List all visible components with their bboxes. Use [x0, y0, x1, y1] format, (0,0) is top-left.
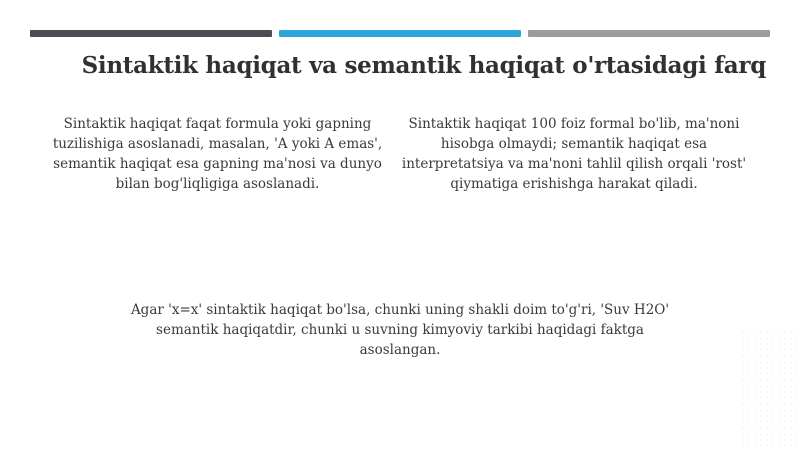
decorative-dot-pattern	[740, 329, 800, 449]
right-paragraph: Sintaktik haqiqat 100 foiz formal bo'lib, ma'noni hisobga olmaydi; semantik haqiqat esa interpretatsiya va ma'noni tahlil qilish orqali 'rost' qiymatiga erishishga harakat qiladi.	[401, 116, 747, 192]
header-bar-gray	[528, 30, 770, 37]
bottom-paragraph: Agar 'x=x' sintaktik haqiqat bo'lsa, chunki uning shakli doim to'g'ri, 'Suv H2O' semantik haqiqatdir, chunki u suvning kimyoviy tarkibi haqidagi faktga asoslangan.	[130, 302, 670, 358]
slide-title: Sintaktik haqiqat va semantik haqiqat o'rtasidagi farq	[81, 52, 766, 79]
header-bar-dark	[30, 30, 272, 37]
left-paragraph: Sintaktik haqiqat faqat formula yoki gapning tuzilishiga asoslanadi, masalan, 'A yoki A emas', semantik haqiqat esa gapning ma'nosi va dunyo bilan bog'liqligiga asoslanadi.	[52, 116, 383, 192]
header-bar-blue	[279, 30, 521, 37]
